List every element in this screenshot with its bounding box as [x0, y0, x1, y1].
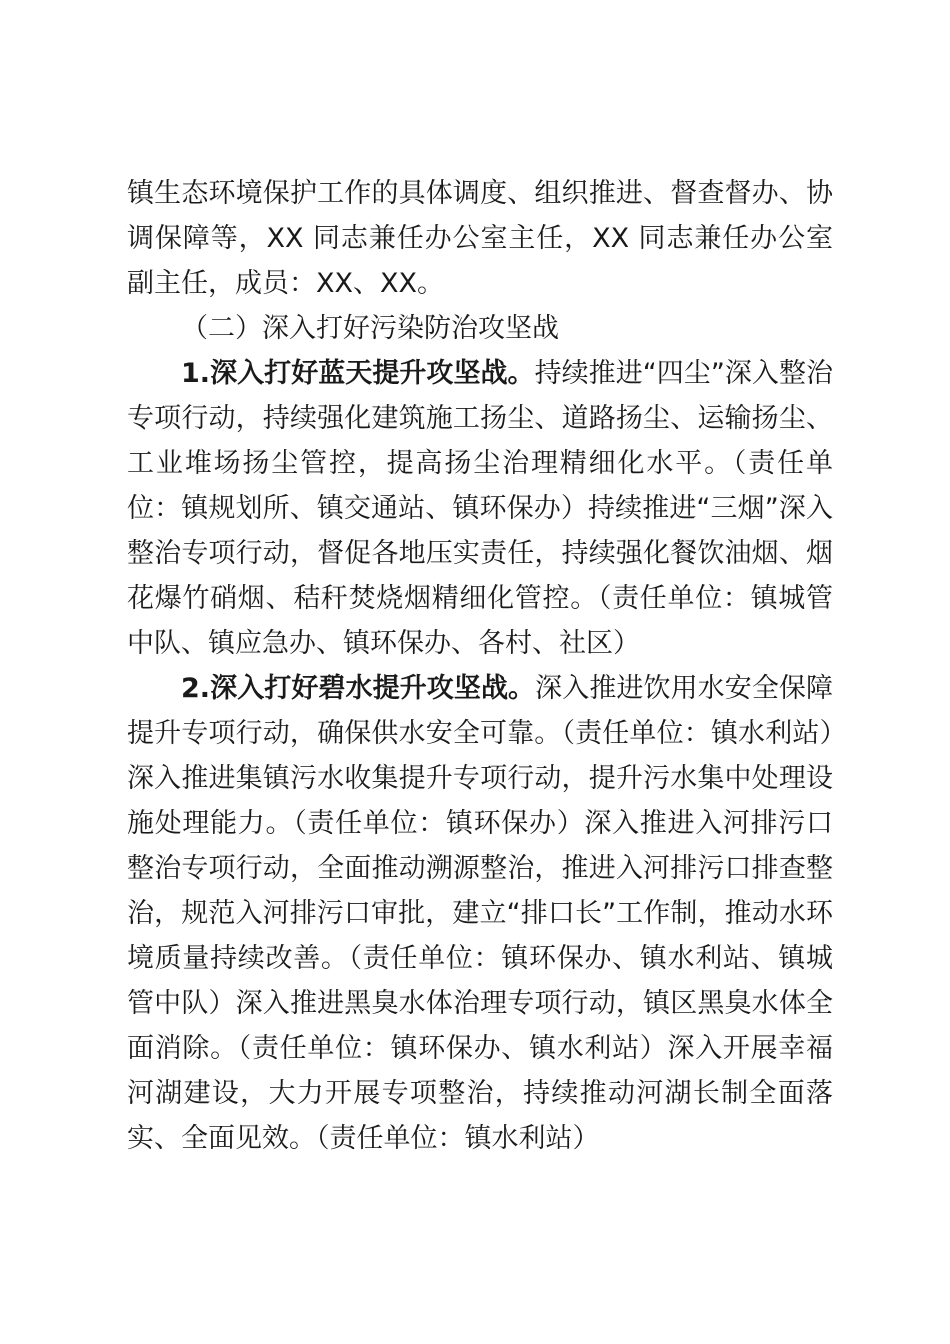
item-2-text: 深入推进饮用水安全保障提升专项行动，确保供水安全可靠。（责任单位：镇水利站）深入推进集镇污水收集提升专项行动，提升污水集中处理设施处理能力。（责任单位：镇环保办）深入推进入河排污口整治专项行动，全面推动溯源整治，推进入河排污口排查整治，规范入河排污口审批，建立“排口长”工作制，推动水环境质量持续改善。（责任单位：镇环保办、镇水利站、镇城管中队）深入推进黑臭水体治理专项行动，镇区黑臭水体全面消除。（责任单位：镇环保办、镇水利站）深入开展幸福河湖建设，大力开展专项整治，持续推动河湖长制全面落实、全面见效。（责任单位：镇水利站） — [127, 673, 834, 1154]
section-heading — [127, 306, 833, 351]
item-1-lead: 1.深入打好蓝天提升攻坚战。 — [181, 358, 535, 389]
item-1-text: 持续推进“四尘”深入整治专项行动，持续强化建筑施工扬尘、道路扬尘、运输扬尘、工业堆场扬尘管控，提高扬尘治理精细化水平。（责任单位：镇规划所、镇交通站、镇环保办）持续推进“三烟”深入整治专项行动，督促各地压实责任，持续强化餐饮油烟、烟花爆竹硝烟、秸秆焚烧烟精细化管控。（责任单位：镇城管中队、镇应急办、镇环保办、各村、社区） — [127, 358, 833, 659]
paragraph-text: 镇生态环境保护工作的具体调度、组织推进、督查督办、协调保障等，XX 同志兼任办公室主任，XX 同志兼任办公室副主任，成员：XX、XX。 — [127, 178, 833, 299]
item-2-lead: 2.深入打好碧水提升攻坚战。 — [181, 673, 536, 704]
section-heading-text: （二）深入打好污染防治攻坚战 — [181, 313, 559, 344]
paragraph-item-2 — [127, 666, 833, 1161]
paragraph-continued — [127, 171, 833, 306]
paragraph-item-1 — [127, 351, 833, 666]
document-body — [127, 171, 833, 1161]
